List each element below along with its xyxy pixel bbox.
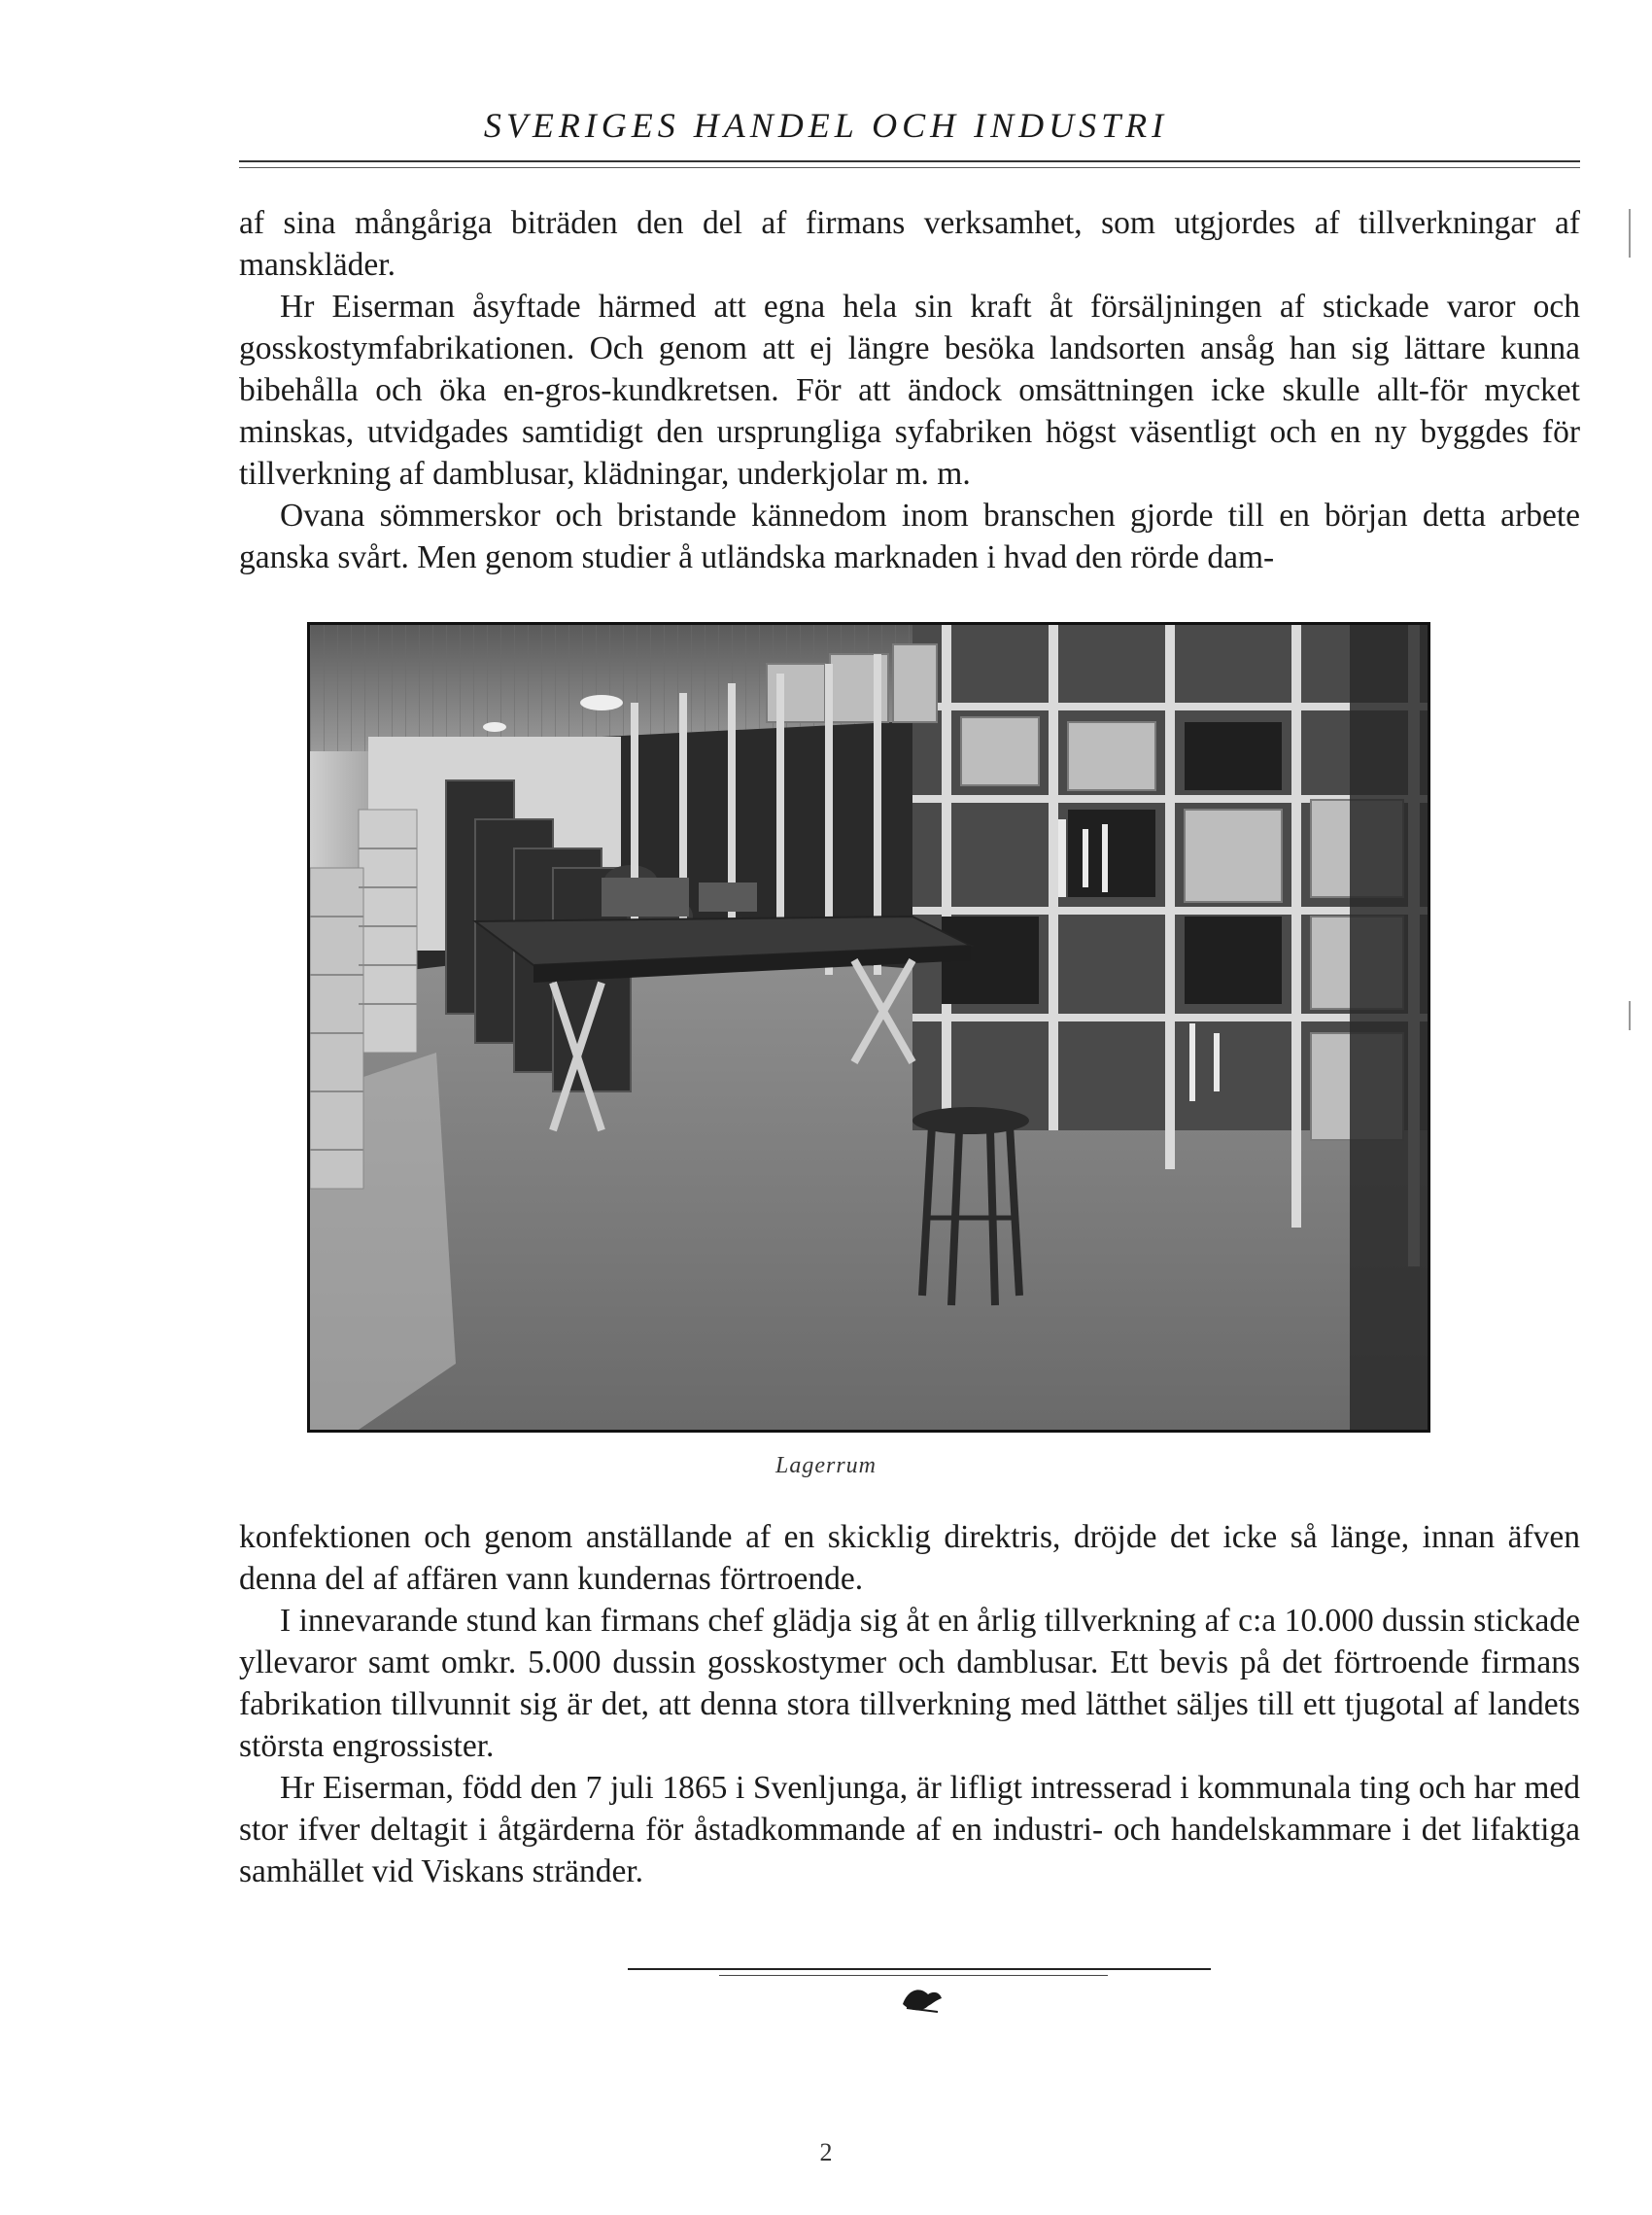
paragraph: I innevarande stund kan firmans chef glädja sig åt en årlig tillverkning af c:a 10.000 dussin stickade yllevaror samt omkr. 5.000 dussin gosskostymer och damblusar. Ett bevis på det förtroende firmans fabrikation tillvunnit sig är det, att denna stora tillverkning med lätthet säljes till ett tjugotal af landets största engrossister. bbox=[239, 1603, 1580, 1764]
running-title: SVERIGES HANDEL OCH INDUSTRI bbox=[483, 106, 1169, 145]
end-rule-short bbox=[719, 1975, 1108, 1976]
photo-caption: Lagerrum bbox=[774, 1453, 877, 1478]
page-number: 2 bbox=[819, 2138, 833, 2166]
warehouse-photo-illustration bbox=[310, 625, 1428, 1430]
paragraph: Hr Eiserman, född den 7 juli 1865 i Svenljunga, är lifligt intresserad i kommunala ting och har med stor ifver deltagit i åtgärderna för åstadkommande af en industri- och handelskammare i det lifaktiga samhället vid Viskans stränder. bbox=[239, 1770, 1580, 1889]
scan-edge-mark bbox=[1629, 209, 1631, 258]
fleuron-ornament-icon bbox=[899, 1983, 944, 2018]
text-block-bottom bbox=[239, 1516, 1580, 1892]
text-block-top bbox=[239, 202, 1580, 578]
paragraph: konfektionen och genom anställande af en skicklig direktris, dröjde det icke så länge, innan äfven denna del af affären vann kundernas förtroende. bbox=[239, 1519, 1580, 1597]
header-rule bbox=[239, 160, 1580, 168]
end-rule bbox=[628, 1968, 1211, 1970]
paragraph: Hr Eiserman åsyftade härmed att egna hela sin kraft åt försäljningen af stickade varor och gosskostymfabrikationen. Och genom att ej längre besöka landsorten ansåg han sig lättare kunna bibehålla och öka en-gros-kundkretsen. För att ändock omsättningen icke skulle allt-för mycket minskas, utvidgades samtidigt den ursprungliga syfabriken högst väsentligt och en ny byggdes för tillverkning af damblusar, klädningar, underkjolar m. m. bbox=[239, 289, 1580, 492]
paragraph: af sina mångåriga biträden den del af firmans verksamhet, som utgjordes af tillverkningar af manskläder. bbox=[239, 205, 1580, 283]
paragraph: Ovana sömmerskor och bristande kännedom inom branschen gjorde till en början detta arbete ganska svårt. Men genom studier å utländska marknaden i hvad den rörde dam- bbox=[239, 498, 1580, 575]
warehouse-photo bbox=[307, 622, 1430, 1433]
scan-edge-mark bbox=[1629, 1001, 1631, 1030]
